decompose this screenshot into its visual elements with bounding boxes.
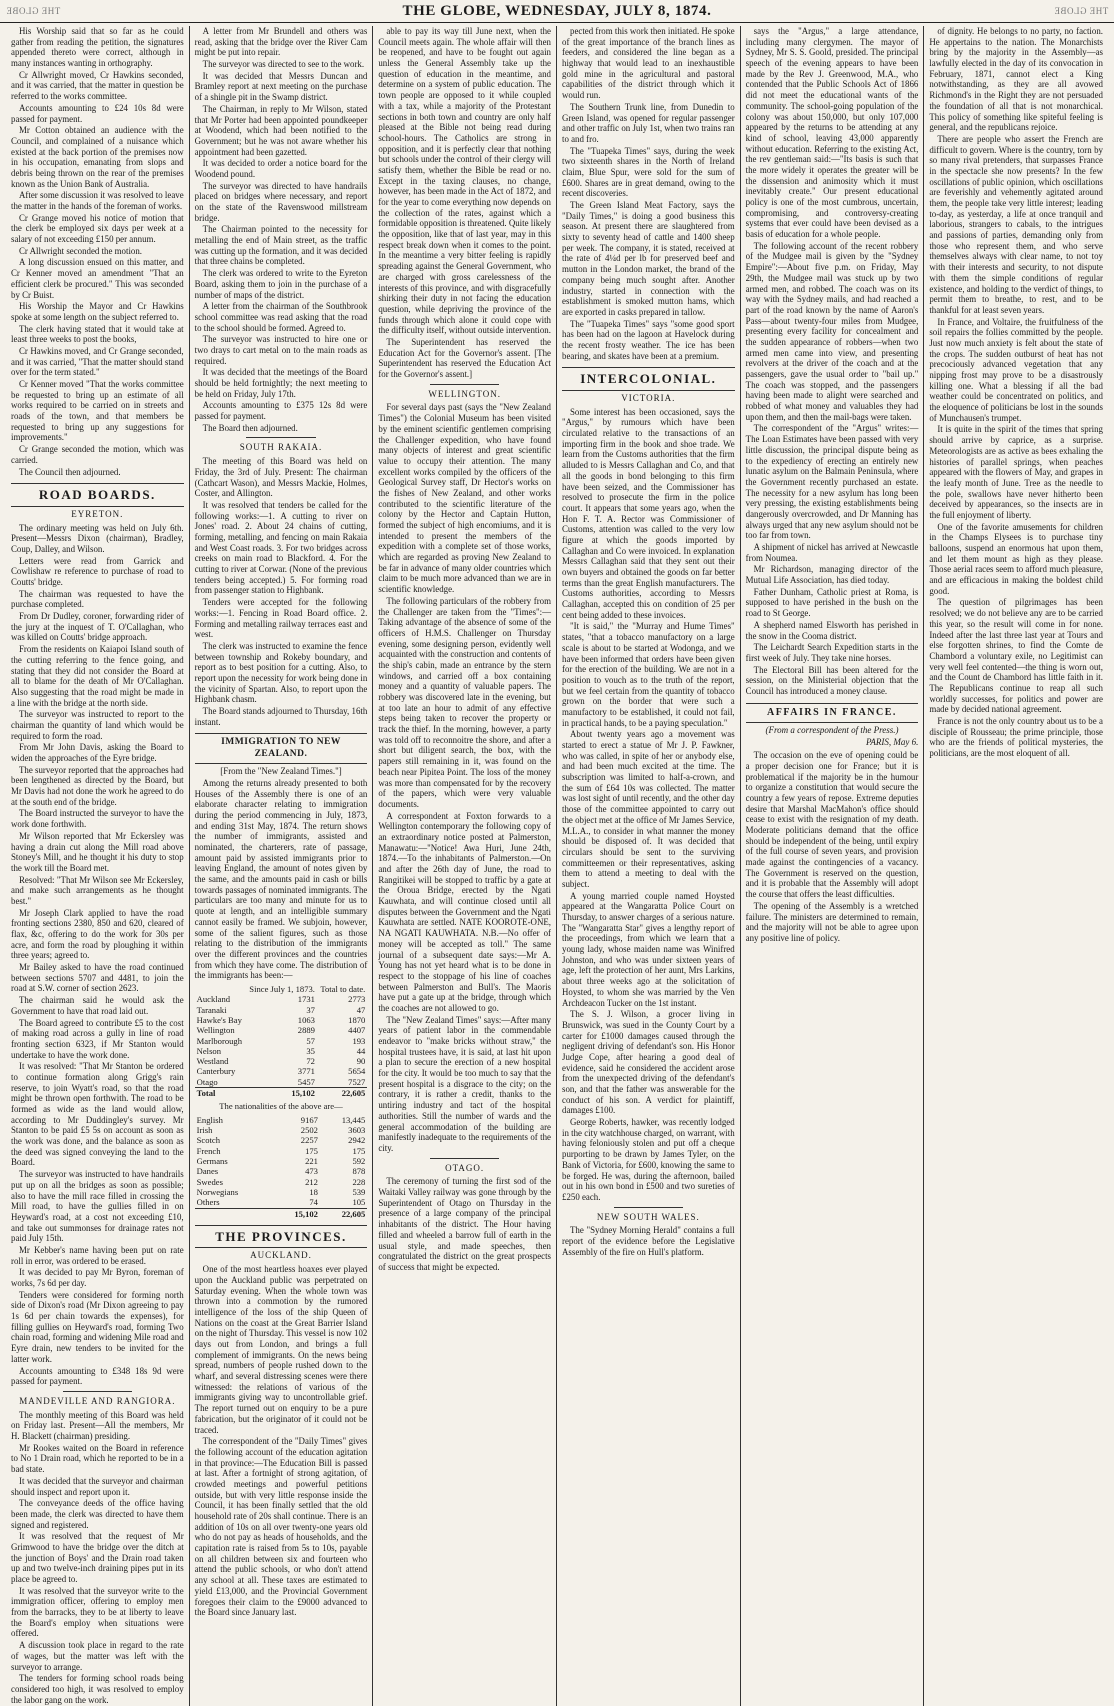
paragraph: Mr Wilson reported that Mr Eckersley was having a drain cut along the Mill road above Stoney's Mill, and he thought it his duty to stop the work till the Board met. (11, 830, 184, 873)
paragraph: The Electoral Bill has been altered for the session, on the Ministerial objection that the Council has introduced a money clause. (745, 664, 919, 696)
subsection-heading: VICTORIA. (621, 392, 676, 403)
column-6 (924, 26, 1108, 1706)
table-cell: 9167 (300, 1114, 318, 1125)
table-cell: 193 (352, 1035, 366, 1046)
bleed-through-text-right: THE GLOBE (1053, 6, 1108, 16)
paragraph: Father Dunham, Catholic priest at Roma, is supposed to have perished in the bush on the road to St George. (745, 586, 919, 619)
table-cell: 18 (309, 1186, 318, 1197)
table-total-row (195, 1208, 368, 1219)
table-cell: 212 (305, 1176, 318, 1187)
table-cell: 473 (305, 1166, 318, 1177)
table-cell: French (196, 1145, 221, 1156)
section-heading: ROAD BOARDS. (11, 483, 184, 507)
paragraph: The Board then adjourned. (202, 422, 298, 433)
paragraph: The chairman was requested to have the purchase completed. (11, 588, 184, 610)
paragraph: The Council then adjourned. (19, 466, 121, 477)
table-row (195, 1005, 368, 1015)
paragraph: The occasion on the eve of opening could be a proper decision one for France; but it is problematical if the majority be in the humour to organize a constitution that would secure the country a few years of repose. Extreme deputies desire that Marshal MacMahon's office should cease to exist with the resignation of my death. Moderate politicians demand that the office should be independent of the being, until expiry of the full course of seven years, and provision made against the contingencies of a vacancy. The Government is reserved on the question, and it is probable that the Assembly will adopt the course that offers the least difficulties. (745, 750, 919, 900)
paragraph: The "New Zealand Times" says:—After many years of patient labor in the commendable endeavor to "make bricks without straw," the hospital trustees have, it is said, at last hit upon a plan to secure the erection of a new hospital for the city. It would be too much to say that the present hospital is a disgrace to the city; on the contrary, it is rather a credit, thanks to the untiring industry and tact of the hospital authorities. Still the number of wards and the general accommodation of the building are manifestly inadequate to the requirements of the city. (378, 1014, 551, 1153)
paragraph: The surveyor reported that the approaches had been lengthened as directed by the Board, but Mr Davis had not done the work he agreed to do at the south end of the bridge. (11, 764, 184, 807)
paragraph: Mr Joseph Clark applied to have the road fronting sections 2380, 850 and 620, cleared of flax, &c, offering to do the work for 30s per acre, and form the road by ploughing it within three years; agreed to. (11, 907, 184, 961)
table-cell: 3771 (297, 1066, 315, 1077)
table-cell: 228 (352, 1176, 366, 1187)
paragraph: Accounts amounting to £348 18s 9d were passed for payment. (11, 1365, 184, 1387)
paragraph: The surveyor was instructed to hire one or two drays to cart metal on to the main roads as required. (194, 334, 368, 366)
table-cell: 5457 (297, 1076, 315, 1087)
table-row (195, 1036, 368, 1046)
section-heading: IMMIGRATION TO NEW ZEALAND. (195, 733, 368, 764)
paragraph: From Dr Dudley, coroner, forwarding rider of the jury at the inquest of T. O'Callaghan, who was killed on Coutts' bridge approach. (11, 611, 184, 643)
paragraph: It was resolved: "That Mr Stanton be ordered to continue formation along Grigg's rain reserve, to join Wyatt's road, so that the road might be thrown open forthwith. The road to be formed as wide as the land would allow, according to Mr Duddingley's survey. Mr Stanton to be paid £5 5s on account as soon as the work was done, and the balance as soon as the deed was signed conveying the land to the Board. (11, 1061, 184, 1168)
subsection-heading: EYRETON. (71, 508, 124, 519)
table-row (195, 1197, 368, 1208)
table-cell: 2773 (348, 994, 366, 1005)
table-row (195, 1056, 368, 1066)
table-row (195, 1125, 368, 1135)
table-cell: Auckland (196, 994, 231, 1005)
table-cell: 57 (306, 1035, 315, 1046)
paragraph: A letter from the chairman of the Southbrook school committee was read asking that the road to the school should be formed. Agreed to. (194, 301, 368, 333)
paragraph: The tenders for forming school roads being considered too high, it was resolved to employ the labor gang on the work. (11, 1673, 184, 1705)
paragraph: His Worship the Mayor and Cr Hawkins spoke at some length on the subject referred to. (11, 301, 184, 322)
distribution-table (195, 984, 368, 1098)
nationalities-table (195, 1115, 368, 1219)
subsection-heading: SOUTH RAKAIA. (239, 442, 323, 453)
paragraph: Cr Kenner moved "That the works committee be requested to bring up an estimate of all works required to be carried on in streets and roads of the town, and that members be requested to bring up any suggestions for improvements." (11, 379, 184, 443)
table-cell: 539 (352, 1186, 366, 1197)
paragraph: The Leichardt Search Expedition starts in the first week of July. They take nine horses. (745, 642, 919, 663)
table-cell: 90 (356, 1056, 366, 1067)
paragraph: Some interest has been occasioned, says the "Argus," by rumours which have been circulated relative to the transactions of an importing firm in the book and shoe trade. We learn from the Customs authorities that the firm alluded to is Messrs Callaghan and Co, and that all the goods in bond belonging to this firm have been seized, and the Commissioner has resolved to prosecute the firm in the police court. It appears that some years ago, when the Hon F. T. A. Rector was Commissioner of Customs, attention was called to the very low figure at which the goods imported by Callaghan and Co were invoiced. In explanation Messrs Callaghan said that they sent out their own buyers and obtained the goods on far better terms than the great English manufacturers. The Customs authorities, according to Messrs Callaghan, accepted this on condition of 25 per cent being added to these invoices. (562, 406, 735, 620)
paragraph: In France, and Voltaire, the fruitfulness of the soil repairs the follies committed by the people. Just now much anxiety is felt about the state of the crops. The sudden outburst of heat has not precociously advanced vegetation that any nipping frost may prove to be a disastrously killing one. What a blessing if all the bad weather could be concentrated on politics, and the eloquence of politicians be lost in the sounds of Munchausen's trumpet. (929, 316, 1103, 423)
table-cell: Taranaki (196, 1004, 227, 1015)
paragraph: It was decided to order a notice board for the Woodend pound. (194, 158, 368, 179)
table-cell: 221 (305, 1155, 318, 1166)
paragraph: A discussion took place in regard to the rate of wages, but the matter was left with the surveyor to arrange. (11, 1640, 184, 1672)
paragraph: Mr Bailey asked to have the road continued between sections 5707 and 4481, to join the road at S.W. corner of section 2623. (11, 962, 184, 994)
table-cell: 15,102 (273, 1208, 320, 1219)
paragraph: Mr Rookes waited on the Board in reference to No 1 Drain road, which he reported to be in a bad state. (11, 1442, 184, 1475)
subsection-heading: WELLINGTON. (428, 388, 501, 399)
table-cell: 1063 (297, 1014, 315, 1025)
paragraph: One of the most heartless hoaxes ever played upon the Auckland public was perpetrated on Saturday evening. When the whole town was thrown into a commotion by the rumored intelligence of the loss of the ship Queen of Nations on the coast at the Great Barrier Island on the night of Thursday. This vessel is now 102 days out from London, and brings a full complement of immigrants. On the news being spread, numbers of people rushed down to the wharf, and several distressing scenes were there witnessed: the relations of various of the immigrants giving way to uncontrollable grief. The report turned out on enquiry to be a pure fabrication, but the originator of it could not be traced. (194, 1264, 368, 1435)
table-row (195, 1066, 368, 1076)
table-cell: 47 (356, 1004, 366, 1015)
paragraph: Cr Grange seconded the motion, which was carried. (11, 444, 184, 465)
table-cell: 72 (306, 1056, 315, 1067)
paragraph: Tenders were considered for forming north side of Dixon's road (Mr Dixon agreeing to pay 1s 6d per chain towards the expenses), for filling gullies on Heyward's road, forming Two chain road, forming and widening Mile road and Eyre drain, new tenders to be invited for the latter work. (11, 1289, 184, 1364)
paragraph: The surveyor was directed to have handrails placed on bridges where necessary, and report on the state of the Ravenswood millstream bridge. (194, 180, 368, 223)
column-4 (557, 26, 741, 1706)
paragraph: A shepherd named Elsworth has perished in the snow in the Cooma district. (745, 619, 919, 641)
paragraph: The surveyor was directed to see to the work. (202, 59, 365, 70)
table-cell: 4407 (348, 1025, 366, 1036)
paragraph: "It is said," the "Murray and Hume Times" states, "that a tobacco manufactory on a large scale is about to be started at Wodonga, and we have been informed that orders have been given for the erection of the building. We are not in a position to vouch as to the truth of the report, but we feel certain from the quantity of tobacco grown on the border that were such a manufactory to be established, it could not fail, in practical hands, to be a paying speculation." (562, 621, 735, 728)
paragraph: The conveyance deeds of the office having been made, the clerk was directed to have them signed and registered. (11, 1498, 184, 1530)
table-header-row (195, 984, 368, 994)
page-title: THE GLOBE, WEDNESDAY, JULY 8, 1874. (402, 2, 712, 19)
masthead (0, 0, 1114, 23)
paragraph: The clerk was ordered to write to the Eyreton Board, asking them to join in the purchase of a number of maps of the district. (194, 268, 368, 300)
table-cell: Irish (196, 1125, 213, 1136)
table-cell (195, 1208, 273, 1219)
table-row (195, 1177, 368, 1187)
paragraph: A young married couple named Hoysted appeared at the Wangaratta Police Court on Thursday, to answer charges of a serious nature. The "Wangaratta Star" gives a lengthy report of the proceedings, from which we learn that a young lady, whose maiden name was Winifred Johnston, and who was under sixteen years of age, left the protection of her aunt, Mrs Larkins, about three weeks ago at the solicitation of Hoysted, to whom she was married by the Ven Archdeacon Tucker on the 1st instant. (562, 890, 735, 1008)
paragraph: About twenty years ago a movement was started to erect a statue of Mr J. P. Fawkner, who was called, in spite of her or anybody else, and had been much excited at the time. The subscription was limited to half-a-crown, and the sum of £64 10s was collected. The matter was lost sight of until recently, and the other day those of the committee appointed to carry out the object met at the office of Mr James Service, M.L.A., to consider in what manner the money should be disposed of. It was decided that circulars should be sent to the surviving committeemen or their representatives, asking them to attend a meeting to deal with the subject. (562, 729, 735, 889)
divider (614, 1207, 683, 1208)
table-cell: 1870 (348, 1014, 366, 1025)
table-cell: Others (196, 1197, 220, 1208)
paragraph: Letters were read from Garrick and Cowlishaw re reference to purchase of road to Coutts' bridge. (11, 555, 184, 588)
paragraph: The surveyor was instructed to report to the chairman the quantity of land which would be required to form the road. (11, 709, 184, 741)
paragraph: The Superintendent has reserved the Education Act for the Governor's assent. [The Superintendent has reserved the Education Act for the Governor's assent.] (378, 336, 551, 379)
paragraph: The "Tuapeka Times" says, during the week two sixteenth shares in the North of Ireland claim, Blue Spur, were sold for the sum of £600. Shares are in great demand, owing to the recent discoveries. (562, 145, 735, 199)
paragraph: There are people who assert the French are difficult to govern. Where is the country, torn by so many rival pretenders, that surpasses France in the spectacle she now presents? In the few oscillations of public opinion, which oscillations are feverishly and vehemently agitated around them, the people take very little interest; leading to-day, as yesterday, a life at once tranquil and laborious, strangers to cabals, to the intrigues and passions of parties, demanding only from those who represent them, and who serve themselves always with clear name, to not toy with their interests and security, to not dispute with them the simple conditions of regular existence, and holding to the verdict of things, to permit them to breathe, to rest, and to be thankful for at least seven years. (929, 133, 1103, 315)
paragraph: Among the returns already presented to both Houses of the Assembly there is one of an elaborate character relating to immigration during the period commencing in July, 1873, and ending 31st May, 1874. The return shows the number of immigrants, assisted and nominated, the charterers, rate of passage, amount paid by assisted immigrants prior to leaving England, the amount of notes given by the same, and the amounts paid in cash or bills towards passages of nominated immigrants. The particulars are too many and minute for us to quote at length, and an intelligible summary cannot easily be framed. We subjoin, however, some of the salient figures, such as those relating to the distribution of the immigrants over the different provinces and the countries from which they have come. The distribution of the immigrants has been:— (194, 777, 368, 981)
table-cell: 105 (352, 1197, 366, 1208)
column-1 (6, 26, 190, 1706)
paragraph: It was decided to pay Mr Byron, foreman of works, 7s 6d per day. (11, 1267, 184, 1289)
table-row (195, 1166, 368, 1176)
table-caption: The nationalities of the above are— (219, 1101, 343, 1112)
byline: (From a correspondent of the Press.) (765, 724, 899, 735)
table-total-row (195, 1088, 368, 1099)
paragraph: The following account of the recent robbery of the Mudgee mail is given by the "Sydney Empire":—About five p.m. on Friday, May 29th, the Mudgee mail was stuck up by two armed men, and robbed. The coach was on its way with the Sydney mails, and had reached a part of the road known by the name of Aaron's Pass—about twenty-four miles from Mudgee, presenting every facility for concealment and the sudden appearance of robbers—when two armed men came into view, and presenting revolvers at the driver of the coach and at the passengers, gave the usual order to "bail up." The coach was stopped, and the passengers having been made to alight were searched and robbed of what money and valuables they had upon them, and then the mail-bags were taken. (745, 240, 919, 422)
table-cell: Danes (196, 1166, 219, 1177)
table-cell: Swedes (196, 1176, 223, 1187)
table-header-cell: Total to date. (320, 983, 366, 994)
paragraph: able to pay its way till June next, when the Council meets again. The whole affair will then be reopened, and have to be fought out again unless the General Assembly take up the question of education in the meantime, and determine on a system of public education. The town people are opposed to it while coupled with a tax, while a majority of the Protestant sections in both town and country are only half pleased at the Bible not being read during school-hours. The Catholics are strong in opposition, and it is perfectly clear that nothing but schools under the control of their clergy will satisfy them, whether the Bible be read or no. Except in the taxing clauses, no change, however, has been made in the Act of 1872, and for the year to come everything now depends on the collection of the rates, against which a formidable opposition is threatened. Quite likely the opposition, like that of last year, may in this respect break down when it comes to the point. In the meantime a very bitter feeling is rapidly spreading against the General Government, who are charged with gross carelessness of the interests of this province, and with disgracefully shirking their duty in not facing the education question, while depriving the province of the funds through which alone it could cope with the difficulty itself, without outside intervention. (378, 26, 551, 336)
dateline: PARIS, May 6. (866, 737, 919, 748)
table-cell: 2889 (297, 1025, 315, 1036)
paragraph: The Southern Trunk line, from Dunedin to Green Island, was opened for regular passenger and other traffic on July 1st, when two trains ran to and fro. (562, 101, 735, 144)
table-cell: 22,605 (317, 1088, 367, 1099)
paragraph: Mr Cotton obtained an audience with the Council, and complained of a nuisance which existed at the back portion of the premises now in his occupation, emanating from slops and debris being thrown on the rear of the premises known as the Union Bank of Australia. (11, 125, 184, 189)
subsection-heading: NEW SOUTH WALES. (596, 1211, 700, 1222)
paragraph: A shipment of nickel has arrived at Newcastle from Noumea. (745, 542, 919, 563)
table-cell: 2942 (348, 1135, 366, 1146)
table-cell: Marlborough (196, 1035, 243, 1046)
table-cell: 37 (306, 1004, 315, 1015)
paragraph: George Roberts, hawker, was recently lodged in the city watchhouse charged, on warrant, with having feloniously stolen and put off a cheque purporting to be drawn by James Tyler, on the Bank of Victoria, for £600, knowing the same to be forged. He was, during the afternoon, bailed out in his own bond in £500 and two sureties of £250 each. (562, 1117, 735, 1202)
subsection-heading: AUCKLAND. (250, 1250, 312, 1261)
paragraph: His Worship said that so far as he could gather from reading the petition, the signatures appended thereto were correct, although in many instances wanting in orthography. (11, 26, 184, 69)
table-header-cell (195, 984, 246, 994)
table-cell: 3603 (348, 1125, 366, 1136)
paragraph: From Mr John Davis, asking the Board to widen the approaches of the Eyre bridge. (11, 742, 184, 764)
table-row (195, 1015, 368, 1025)
paragraph: From the residents on Kaiapoi Island south of the cutting referring to the fence going, and stating that they did not consider the Board at all to blame for the death of Mr O'Callaghan. Also suggesting that the road might be made in a line with the bridge at the north side. (11, 644, 184, 708)
paragraph: It was resolved that tenders be called for the following works:—1. A cutting to river on Jones' road. 2. About 24 chains of cutting, forming, metalling, and fencing on main Rakaia and West Coast roads. 3. For two bridges across creeks on main road to Blackford. 4. For the cutting to river at Corwar. (None of the previous tenders being accepted.) 5. For forming road from passenger station to Highbank. (194, 499, 368, 596)
paragraph: The following particulars of the robbery from the Challenger are taken from the "Times":—Taking advantage of the absence of some of the officers of H.M.S. Challenger on Thursday evening, some designing person, evidently well acquainted with the construction and contents of the ship's cabin, made an entrance by the stern windows, and carried off a box containing money and a quantity of valuable papers. The robbery was discovered late in the evening, but at too late an hour to admit of any effective steps being taken to recover the property or track the thief. In the morning, however, a party was told off to reconnoitre the shore, and after a short but diligent search, the box, with the papers still remaining in it, was found on the beach near Pipitea Point. The loss of the money was more than compensated for by the recovery of the papers, which were very valuable documents. (378, 595, 551, 809)
paragraph: The Chairman pointed to the necessity for metalling the end of Main street, as the traffic was cutting up the formation, and it was decided that three chains be completed. (194, 224, 368, 267)
paragraph: Accounts amounting to £375 12s 8d were passed for payment. (194, 400, 368, 422)
paragraph: The ordinary meeting was held on July 6th. Present—Messrs Dixon (chairman), Bradley, Coup, Dalley, and Wilson. (11, 522, 184, 554)
table-cell: Canterbury (196, 1066, 236, 1077)
paragraph: The ceremony of turning the first sod of the Waitaki Valley railway was gone through by the Superintendent of Otago on Thursday in the presence of a large company of the principal inhabitants of the district. The Hour having filled and wheeled a barrow full of earth in the usual style, and made speeches, then congratulated the district on the great prospects of success that might be expected. (378, 1176, 551, 1272)
paragraph: It was resolved that the request of Mr Grimwood to have the bridge over the ditch at the junction of Boys' and the Drain road taken up and two twelve-inch draining pipes put in its place be agreed to. (11, 1531, 184, 1584)
table-cell: Total (195, 1088, 246, 1099)
table-row (195, 1146, 368, 1156)
paragraph: The Chairman, in reply to Mr Wilson, stated that Mr Porter had been appointed poundkeeper at Woodend, which had been notified to the Government; but he was not aware whether his appointment had been gazetted. (194, 103, 368, 157)
table-row (195, 1025, 368, 1035)
column-2 (190, 26, 374, 1706)
table-cell: Westland (196, 1056, 229, 1067)
paragraph: The correspondent of the "Daily Times" gives the following account of the education agitation in that province:—The Education Bill is passed at last. After a fortnight of strong agitation, of crowded meetings and powerful petitions outside, but with very little response inside the Council, it has been finally settled that the old household rate of 20s shall continue. There is an addition of 10s on all over twenty-one years old who do not pay as heads of households, and the capitation rate is raised from 5s to 10s, payable on all children between six and fourteen who attend the public schools, or who don't attend any school at all. These taxes are estimated to yield £13,000, and the Provincial Government foregoes their claim to the £9000 advanced to the Board since January last. (194, 1436, 368, 1618)
divider (430, 1158, 499, 1159)
paragraph: Cr Allwright moved, Cr Hawkins seconded, and it was carried, that the matter in question be referred to the works committee. (11, 69, 184, 102)
paragraph: After some discussion it was resolved to leave the matter in the hands of the foreman of works. (11, 190, 184, 211)
paragraph: It is quite in the spirit of the times that spring should arrive by caprice, as a surprise. Meteorologists are as active as bees exhaling the histories of parallel springs, when peaches appeared with the flowers of May, and grapes in the leafy month of June. Tree as the needle to the pole, swallows have never hitherto been deceived by appearances, so the insects are in the full enjoyment of liberty. (929, 424, 1103, 520)
table-cell: 22,605 (320, 1208, 367, 1219)
paragraph: It was decided that the surveyor and chairman should inspect and report upon it. (11, 1475, 184, 1497)
table-cell: 1731 (297, 994, 315, 1005)
subsection-heading: OTAGO. (445, 1162, 485, 1173)
text-columns (6, 26, 1108, 1705)
paragraph: Cr Grange moved his notice of motion that the clerk be employed six days per week at a salary of not exceeding £150 per annum. (11, 212, 184, 245)
table-cell: Germans (196, 1155, 228, 1166)
divider (63, 1391, 132, 1392)
table-row (195, 1077, 368, 1088)
paragraph: [From the "New Zealand Times."] (220, 766, 342, 777)
paragraph: The monthly meeting of this Board was held on Friday last. Present—All the members, Mr H. Blackett (chairman) presiding. (11, 1409, 184, 1442)
paragraph: Resolved: "That Mr Wilson see Mr Eckersley, and make such arrangements as he thought best." (11, 874, 184, 906)
paragraph: The Board instructed the surveyor to have the work done forthwith. (11, 808, 184, 830)
paragraph: Mr Richardson, managing director of the Mutual Life Association, has died today. (745, 564, 919, 586)
bleed-through-text-left: ТНЕ GLOBE (6, 6, 61, 16)
table-row (195, 1156, 368, 1166)
table-cell: 175 (352, 1145, 366, 1156)
paragraph: The question of pilgrimages has been resolved; we do not believe any are to be carried this year, so the result will come in for none. Indeed after the last three last year at Tours and else forgotten shrines, to find the Comte de Chambord a voluntary exile, no Legitimist can very well feel contented—the thing is worn out, and the Count de Chambord has little faith in it. The Republicans continue to reap all such worldly successes, for politics and power are made by decided national agreement. (929, 597, 1103, 715)
table-cell: Nelson (196, 1045, 222, 1056)
table-header-cell: Since July 1, 1873. (249, 983, 315, 994)
table-cell: Otago (196, 1076, 218, 1087)
table-row (195, 994, 368, 1004)
table-cell: Wellington (196, 1025, 235, 1036)
table-row (195, 1187, 368, 1197)
table-cell: 74 (309, 1197, 318, 1208)
paragraph: Cr Hawkins moved, and Cr Grange seconded, and it was carried, "That the matter should stand over for the term stated." (11, 345, 184, 378)
paragraph: It was resolved that the surveyor write to the immigration officer, offering to employ men from the barracks, they to be at liberty to leave the Board's employ when situations were offered. (11, 1585, 184, 1639)
table-cell: English (196, 1114, 223, 1125)
table-cell: 2257 (300, 1135, 318, 1146)
table-cell: 15,102 (245, 1088, 317, 1099)
paragraph: Cr Allwright seconded the motion. (19, 245, 143, 256)
section-heading: THE PROVINCES. (195, 1225, 368, 1249)
paragraph: A correspondent at Foxton forwards to a Wellington contemporary the following copy of an extraordinary notice posted at Palmerston, Manawatu:—"Notice! Awa Huri, June 24th, 1874.—To the inhabitants of Palmerston.—On and after the 26th day of June, the road to Rangitikei will be stopped to traffic by a gate at the Oroua Bridge, erected by the Ngati Kauwhata, and will continue closed until all disputes between the Government and the Ngati Kauwhata are settled. NATE KOOROTE-ONE, NA NGATI KAUWHATA. N.B.—No offer of money will be accepted as toll." The same journal of a subsequent date says:—Mr A. Young has not yet heard what is to be done in respect to the stoppage of his line of coaches between Palmerston and Bull's. The Maoris have put a gate up at the bridge, through which the coaches are not allowed to go. (378, 810, 551, 1013)
table-cell: Scotch (196, 1135, 221, 1146)
paragraph: The Board agreed to contribute £5 to the cost of making road across a gully in line of road fronting section 6323, if Mr Stanton would undertake to have the work done. (11, 1017, 184, 1060)
table-cell: 5654 (348, 1066, 366, 1077)
paragraph: A letter from Mr Brundell and others was read, asking that the bridge over the River Cam might be put into repair. (194, 26, 368, 58)
table-cell: 7527 (348, 1076, 366, 1087)
paragraph: The clerk was instructed to examine the fence between township and Rokeby boundary, and report as to best position for a cutting. Also, to report upon the necessity for work being done in the vicinity of Spartan. Also, to report upon the Highbank chasm. (194, 640, 368, 705)
column-3 (373, 26, 557, 1706)
divider (246, 437, 315, 438)
table-cell: 44 (356, 1045, 366, 1056)
paragraph: Mr Kebber's name having been put on rate roll in error, was ordered to be erased. (11, 1244, 184, 1266)
paragraph: A long discussion ensued on this matter, and Cr Kenner moved an amendment "That an efficient clerk be procured." This was seconded by Cr Buist. (11, 257, 184, 300)
paragraph: The Board stands adjourned to Thursday, 16th instant. (194, 706, 368, 727)
table-row (195, 1115, 368, 1125)
paragraph: The clerk having stated that it would take at least three weeks to post the books, (11, 323, 184, 345)
paragraph: of dignity. He belongs to no party, no faction. He appertains to the nation. The Monarchists bring by the majority in the Assembly—as lawfully elected in the day of its convocation in February, 1871, cannot elect a King notwithstanding, as they are all avowed Richmond's in the Right they are not persuaded the foundation of all that is not monarchical. This policy of something like spiteful feeling is general, and the republicans rejoice. (929, 26, 1103, 133)
subsection-heading: MANDEVILLE AND RANGIORA. (19, 1395, 176, 1406)
section-heading: INTERCOLONIAL. (562, 367, 735, 391)
paragraph: It was decided that the meetings of the Board should be held fortnightly; the next meeting to be held on Friday, July 17th. (194, 367, 368, 399)
paragraph: The "Tuapeka Times" says "some good sport has been had on the lagoon at Havelock during the recent frosty weather. The ice has been bearing, and skates have been at a premium. (562, 318, 735, 361)
paragraph: For several days past (says the "New Zealand Times") the Colonial Museum has been visited by the eminent scientific gentlemen comprising the Challenger expedition, who have found many objects of interest and great scientific value to occupy their attention. The many excellent works compiled by the officers of the Geological Survey staff, Dr Hector's works on the fishes of New Zealand, and other works contributed to the scientific literature of the colony by the Hector and Captain Hutton, formed the subject of high encomiums, and it is intended to present the members of the expedition with a complete set of those works, which are regarded as proving New Zealand to be far in advance of many older countries which claim to be much more advanced than we are in scientific knowledge. (378, 402, 551, 595)
paragraph: The "Sydney Morning Herald" contains a full report of the evidence before the Legislative Assembly of the fire on Hull's platform. (562, 1225, 735, 1257)
table-cell: Norwegians (196, 1186, 239, 1197)
paragraph: The meeting of this Board was held on Friday, the 3rd of July. Present: The chairman (Cathcart Wason), and Messrs Mackie, Holmes, Coster, and Allington. (194, 456, 368, 499)
paragraph: Tenders were accepted for the following works:—1. Fencing in Road Board office. 2. Forming and metalling railway terraces east and west. (194, 597, 368, 640)
paragraph: The opening of the Assembly is a wretched failure. The ministers are determined to remain, and the majority will not be able to agree upon any positive line of policy. (745, 900, 919, 943)
table-row (195, 1046, 368, 1056)
paragraph: The correspondent of the "Argus" writes:—The Loan Estimates have been passed with very little discussion, the principal dispute being as to the expediency of erecting an entirely new lunatic asylum on the Balmain Peninsula, where the Government recently purchased an estate. The necessity for a new asylum has long been very pressing, the existing establishments being dangerously overcrowded, and Dr Manning has always urged that any new asylum should not be too far from town. (745, 423, 919, 541)
paragraph: The Green Island Meat Factory, says the "Daily Times," is doing a good business this season. At present there are slaughtered from sixty to seventy head of cattle and 1400 sheep per week. The company, it is stated, received at the rate of 4¼d per lb for preserved beef and mutton in the London market, the brand of the company being much sought after. Another industry, started in connection with the establishment is smoked mutton hams, which are exported in casks prepared in tallow. (562, 200, 735, 317)
paragraph: The chairman said he would ask the Government to have that road laid out. (11, 995, 184, 1016)
paragraph: One of the favorite amusements for children in the Champs Elysees is to purchase tiny balloons, suspend an enormous hat upon them, and let them mount as high as they please. Those aerial races seem to afford much pleasure, and are efficacious in making the boldest child good. (929, 521, 1103, 596)
table-cell: 175 (305, 1145, 318, 1156)
divider (430, 384, 499, 385)
paragraph: pected from this work then initiated. He spoke of the great importance of the branch lines as feeders, and considered the line began as a highway that would lead to an inexhaustible gold mine in the agricultural and pastoral capabilities of the district through which it would run. (562, 26, 735, 101)
table-cell: Hawke's Bay (196, 1014, 242, 1025)
paragraph: The S. J. Wilson, a grocer living in Brunswick, was sued in the County Court by a carter for £1000 damages caused through the negligent driving of defendant's son. His Honor Judge Cope, after hearing a good deal of evidence, said he considered the accident arose from the unexpected driving of the defendant's son, and that the father was answerable for the conduct of his son. A verdict for plaintiff, damages £100. (562, 1009, 735, 1116)
paragraph: France is not the only country about us to be a disciple of Rousseau; the prime principle, those who are the friends of political mysteries, the politicians, are the most eloquent of all. (929, 716, 1103, 759)
table-cell: 13,445 (341, 1114, 366, 1125)
column-5 (741, 26, 925, 1706)
paragraph: The surveyor was instructed to have handrails put up on all the bridges as soon as possible; also to have the mill race filled in crossing the Mill road, to have the gullies filled in on Heyward's road, at a cost not exceeding £10, and take out summonses for drainage rates not paid July 15th. (11, 1169, 184, 1244)
paragraph: It was decided that Messrs Duncan and Bramley report at next meeting on the purchase of a shingle pit in the Swamp district. (194, 70, 368, 103)
table-row (195, 1135, 368, 1145)
paragraph: says the "Argus," a large attendance, including many clergymen. The mayor of Sydney, Mr S. S. Goold, presided. The principal speech of the evening appears to have been made by the Rev J. Greenwood, M.A., who contended that the Public Schools Act of 1866 did not meet the educational wants of the community. The school-going population of the colony was about 150,000, but only 107,000 appeared by the returns to be attending at any kind of school, leaving 43,000 apparently without education. Referring to the existing Act, the rev gentleman said:—"Its basis is such that the more widely it operates the greater will be the dissension and animosity which it must inevitably create." Our present educational policy is one of the most cumbrous, uncertain, compromising, and controversy-creating systems that ever could have been devised as a basis of education for a whole people. (745, 26, 919, 240)
section-heading: AFFAIRS IN FRANCE. (746, 703, 919, 723)
table-cell: 2502 (300, 1125, 318, 1136)
table-cell: 592 (352, 1155, 366, 1166)
table-cell: 35 (306, 1045, 315, 1056)
paragraph: Accounts amounting to £24 10s 8d were passed for payment. (11, 102, 184, 124)
table-cell: 878 (352, 1166, 366, 1177)
